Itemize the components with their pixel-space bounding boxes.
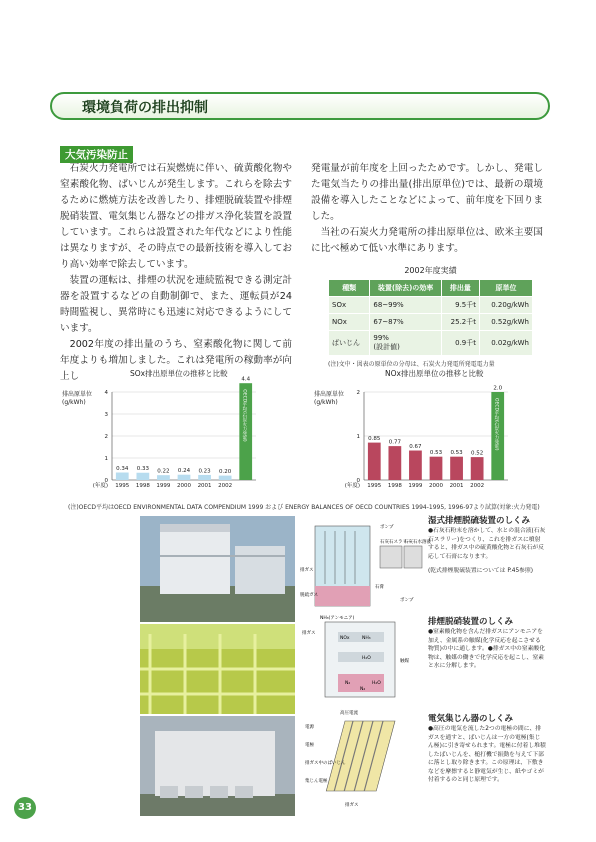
bar-2000	[178, 475, 191, 480]
table-cell: 68~99%	[370, 297, 441, 314]
data-label: 0.23	[198, 468, 211, 475]
table-row	[329, 331, 533, 356]
table-cell: ばいじん	[329, 331, 370, 356]
table-row	[329, 297, 533, 314]
diagram-label: 高圧電流	[340, 711, 358, 716]
nox-chart-title: NOx排出原単位の推移と比較	[385, 369, 484, 378]
bar-2002	[471, 457, 484, 480]
x-tick-label: 1998	[135, 483, 150, 489]
sox-chart-title: SOx排出原単位の推移と比較	[130, 369, 228, 378]
table-cell: NOx	[329, 314, 370, 331]
diagram-label: 電極	[305, 743, 314, 748]
paragraph: 石炭火力発電所では石炭燃焼に伴い、硫黄酸化物や窒素酸化物、ばいじんが発生します。これらを除去するために燃焼方法を改善したり、排煙脱硫装置や排煙脱硝装置、電気集じん器などの排ガス浄化装置を設置しています。これらは設置された年代などにより性能は異なりますが、その時点での最新技術を導入しており高い効率で除去しています。	[60, 163, 292, 270]
denitration-diagram	[300, 612, 425, 700]
diagram-label: NH₃	[362, 636, 371, 641]
x-tick-label: 2000	[429, 483, 443, 489]
paragraph: 当社の石炭火力発電所の排出原単位は、欧米主要国に比べ極めて低い水準にあります。	[311, 227, 543, 254]
x-tick-label: 2001	[449, 483, 464, 489]
bar-1999	[157, 475, 170, 480]
y-tick-label: 1	[356, 434, 360, 440]
y-tick-label: 0	[104, 478, 108, 484]
y-tick-label: 0	[356, 478, 360, 484]
bar-1995	[116, 473, 129, 480]
precipitator-text: ●高圧の電気を流した2つの電極の間に、排ガスを通すと、ばいじんは一方の電極(集じん極)に引き寄せられます。電極に付着し堆積したばいじんを、槌打機で振動を与えて下部に落とし取り除きます。この原理は、下敷きなどを摩擦すると静電気が生じ、紙やゴミが付着するのと同じ原理です。	[428, 726, 546, 783]
bar-1995	[368, 443, 381, 480]
table-header: 排出量	[441, 280, 479, 297]
x-tick-label: 1995	[115, 483, 130, 489]
y-tick-label: 4	[104, 390, 108, 396]
diagram-label: NH₃(アンモニア)	[320, 616, 355, 621]
data-label: 0.53	[450, 450, 463, 457]
table-row	[329, 314, 533, 331]
nox-chart	[312, 378, 522, 498]
diagram-label: ポンプ	[380, 525, 394, 530]
data-label: 4.4	[241, 376, 251, 383]
emissions-table-block	[328, 265, 533, 368]
precipitator-title: 電気集じん器のしくみ	[428, 714, 514, 724]
power-plant-photo	[140, 516, 295, 622]
diagram-label: NOx	[340, 636, 350, 641]
y-tick-label: 2	[356, 390, 360, 396]
diagram-label: 排ガス	[302, 631, 316, 636]
diagram-label: 石灰石水溶液	[404, 540, 431, 545]
diagram-label: 触媒	[400, 659, 409, 664]
data-label: 0.85	[368, 436, 381, 443]
charts-note: (注)OECD平均はOECD ENVIRONMENTAL DATA COMPENDIUM 1999 および ENERGY BALANCES OF OECD COUNTRIES 1994-1995, 1996-97より試算(対象:火力発電)	[68, 504, 540, 511]
desulfurization-diagram	[300, 516, 431, 610]
diagram-label: 脱硫ガス	[300, 593, 318, 598]
data-label: 0.67	[409, 444, 422, 451]
denitration-photo	[140, 624, 295, 714]
data-label: 0.22	[157, 468, 170, 475]
section-tag: 大気汚染防止	[60, 146, 133, 163]
table-header: 装置(除去)の効率	[370, 280, 441, 297]
diagram-label: 排ガス	[300, 568, 314, 573]
bar-1998	[136, 473, 149, 480]
table-cell: 0.52g/kWh	[480, 314, 533, 331]
x-tick-label: 1999	[408, 483, 423, 489]
desulfurization-title: 湿式排煙脱硫装置のしくみ	[428, 516, 531, 526]
bar-2002	[219, 476, 232, 480]
data-label: 0.33	[136, 466, 149, 473]
diagram-label: 電源	[305, 725, 314, 730]
desulfurization-note: (乾式排煙脱硫装置については P.45参照)	[428, 568, 534, 574]
body-column-right	[311, 161, 543, 257]
page-number: 33	[14, 797, 36, 819]
oecd-average-caption: OECD平均(石炭火力発電)	[241, 389, 247, 442]
y-axis-label: (g/kWh)	[314, 399, 338, 406]
denitration-text: ●窒素酸化物を含んだ排ガスにアンモニアを加え、金属系の触媒(化学反応を起こさせる物質)の中に通します。●排ガス中の窒素酸化物は、触媒の働きで化学反応を起こし、窒素と水に分解します。	[428, 629, 545, 669]
desulfurization-text: ●石灰石粉末を溶かして、水との混合液(石灰石スラリー)をつくり、これを排ガスに噴射すると、排ガス中の硫黄酸化物と石灰石が反応して石膏になります。	[428, 528, 546, 560]
x-tick-label: 1998	[387, 483, 402, 489]
data-label: 0.77	[388, 439, 401, 446]
data-label: 0.34	[116, 466, 129, 473]
bar-2001	[450, 457, 463, 480]
diagram-label: N₂	[345, 681, 351, 686]
x-tick-label: 2001	[197, 483, 212, 489]
table-note: (注)文中・図表の原単位の分母は、石炭火力発電所発電電力量	[328, 361, 495, 368]
table-header: 原単位	[480, 280, 533, 297]
diagram-label: 排ガス中のばいじん	[305, 761, 346, 766]
table-caption: 2002年度実績	[404, 266, 457, 275]
paragraph: 2002年度の排出量のうち、窒素酸化物に関して前年度よりも増加しました。これは発電所の稼動率が向上し	[60, 339, 292, 382]
diagram-label: H₂O	[362, 656, 371, 661]
diagram-label: 石灰石スラリー	[380, 540, 412, 545]
diagram-label: 排ガス	[345, 803, 359, 808]
body-column-left	[60, 161, 292, 385]
table-cell: 67~87%	[370, 314, 441, 331]
data-label: 0.20	[219, 469, 232, 476]
diagram-label: N₂	[360, 687, 366, 692]
table-cell: 0.20g/kWh	[480, 297, 533, 314]
data-label: 0.52	[471, 450, 484, 457]
bar-2001	[198, 475, 211, 480]
section-title-bar	[50, 92, 550, 120]
paragraph: 発電量が前年度を上回ったためです。しかし、発電した電気当たりの排出量(排出原単位)では、最新の環境設備を導入したことなどによって、前年度を下回りました。	[311, 163, 543, 222]
diagram-label: 集じん電極	[305, 779, 328, 784]
x-tick-label: 1995	[367, 483, 382, 489]
table-cell: 99% (設計値)	[370, 331, 441, 356]
x-tick-label: 2002	[470, 483, 485, 489]
table-cell: 0.9千t	[441, 331, 479, 356]
y-tick-label: 2	[104, 434, 108, 440]
y-tick-label: 1	[104, 456, 108, 462]
x-tick-label: 1999	[156, 483, 171, 489]
diagram-label: 石膏	[375, 585, 384, 590]
sox-chart	[60, 378, 270, 498]
y-tick-label: 3	[104, 412, 108, 418]
oecd-average-caption: OECD平均(石炭火力発電)	[493, 398, 499, 451]
emissions-table	[328, 279, 533, 356]
table-cell: 9.5千t	[441, 297, 479, 314]
paragraph: 装置の運転は、排煙の状況を連続監視できる測定計器を設置するなどの自動制御で、また、運転員が24時間監視し、異常時にも迅速に対応できるようにしています。	[60, 275, 292, 334]
diagram-label: H₂O	[372, 681, 381, 686]
y-axis-label: (g/kWh)	[62, 399, 86, 406]
table-cell: 25.2千t	[441, 314, 479, 331]
x-tick-label: 2000	[177, 483, 191, 489]
electrostatic-precipitator-photo	[140, 716, 295, 816]
table-header: 種類	[329, 280, 370, 297]
table-cell: SOx	[329, 297, 370, 314]
y-axis-label: 排出原単位	[314, 391, 345, 398]
page-title: 環境負荷の排出抑制	[82, 100, 208, 116]
data-label: 0.24	[177, 468, 191, 475]
bar-1999	[409, 451, 422, 480]
denitration-title: 排煙脱硝装置のしくみ	[428, 617, 514, 627]
x-axis-label: (年度)	[92, 483, 108, 489]
data-label: 2.0	[493, 385, 503, 392]
data-label: 0.53	[429, 450, 443, 457]
table-cell: 0.02g/kWh	[480, 331, 533, 356]
precipitator-diagram	[300, 706, 425, 814]
bar-1998	[388, 446, 401, 480]
bar-2000	[430, 457, 443, 480]
x-axis-label: (年度)	[344, 483, 360, 489]
diagram-label: ポンプ	[400, 598, 414, 603]
y-axis-label: 排出原単位	[62, 391, 93, 398]
x-tick-label: 2002	[218, 483, 233, 489]
